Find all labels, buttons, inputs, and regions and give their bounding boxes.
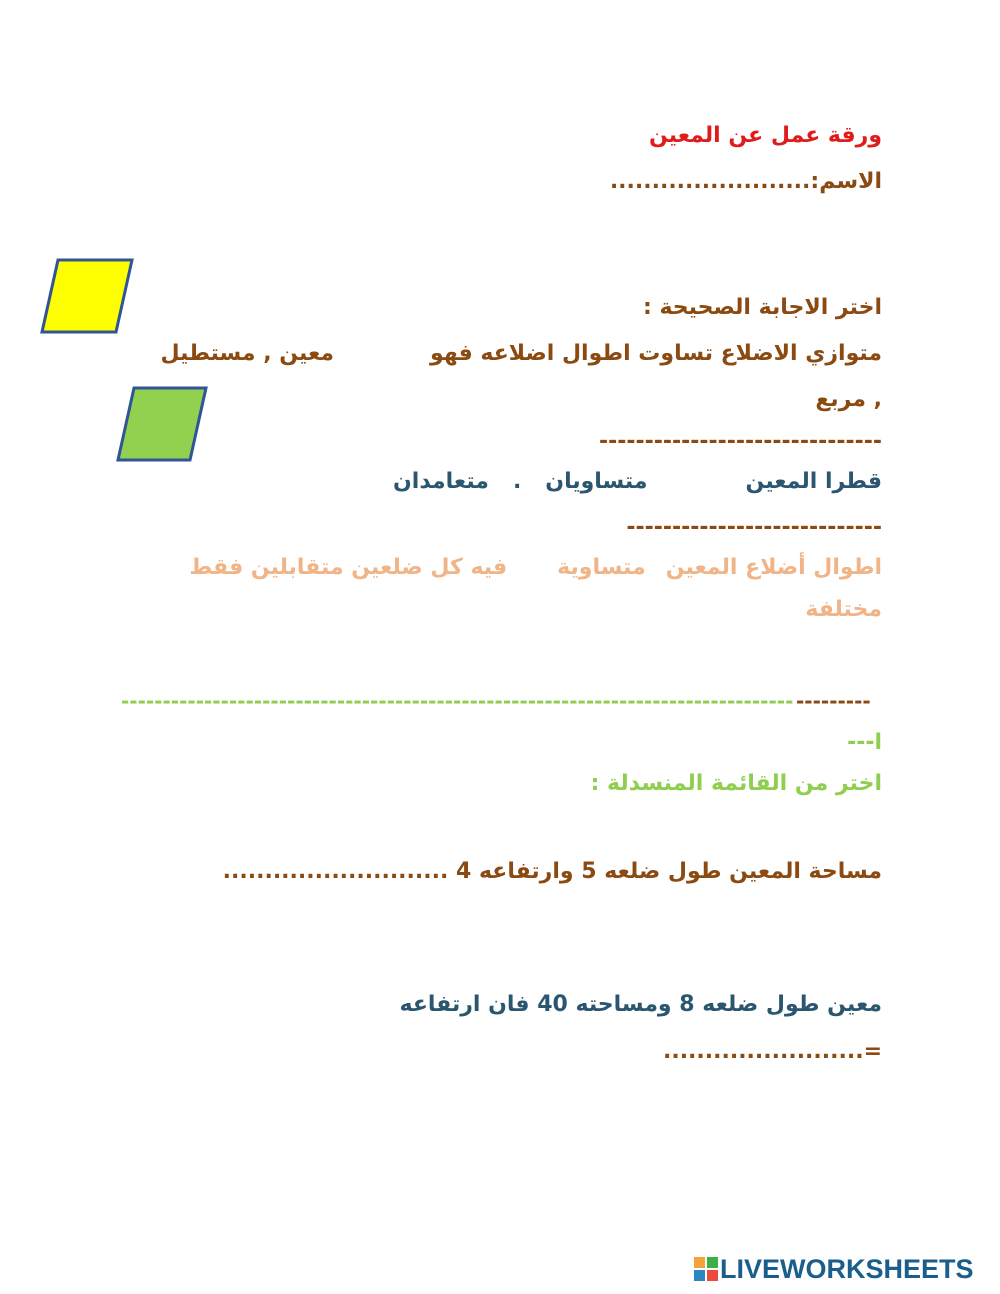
liveworksheets-logo-icon (694, 1257, 718, 1281)
question-1-continuation[interactable]: , مربع (815, 387, 882, 412)
worksheet-title: ورقة عمل عن المعين (648, 123, 882, 148)
question-1 (161, 339, 882, 369)
instruction-choose-correct: اختر الاجابة الصحيحة : (643, 295, 882, 320)
separator-2: ---------------------------- (626, 515, 882, 540)
question-2-dot: . (512, 469, 522, 494)
question-3-text: اطوال أضلاع المعين (665, 555, 882, 580)
separator-1: ------------------------------- (598, 429, 882, 454)
question-1-text: متوازي الاضلاع تساوت اطوال اضلاعه فهو (430, 341, 882, 366)
question-3-option-equal[interactable]: متساوية (557, 555, 646, 580)
question-2 (393, 467, 882, 497)
separator-3-brown: --------- (796, 689, 871, 713)
liveworksheets-logo[interactable] (694, 1252, 974, 1286)
question-3 (189, 553, 882, 583)
yellow-rhombus-icon (38, 256, 136, 336)
question-2-option-perpendicular[interactable]: متعامدان (393, 469, 489, 494)
question-5-answer[interactable]: =........................ (662, 1039, 882, 1064)
question-3-option-opposite[interactable]: فيه كل ضلعين متقابلين فقط (189, 555, 508, 580)
question-2-text: قطرا المعين (745, 469, 882, 494)
question-3-continuation[interactable]: مختلفة (805, 597, 882, 622)
question-2-option-equal[interactable]: متساويان (545, 469, 648, 494)
logo-text: LIVEWORKSHEETS (720, 1254, 974, 1284)
name-line: الاسم:........................ (609, 169, 882, 194)
question-5: معين طول ضلعه 8 ومساحته 40 فان ارتفاعه (399, 992, 882, 1017)
instruction-dropdown: اختر من القائمة المنسدلة : (590, 771, 882, 796)
green-rhombus-icon (114, 384, 210, 464)
separator-3-green: --------------------------------------------------------------------------------- (121, 689, 794, 713)
question-4[interactable]: مساحة المعين طول ضلعه 5 وارتفاعه 4 ........................... (222, 859, 882, 884)
separator-3-end: ا--- (847, 730, 882, 755)
question-1-options[interactable]: معين , مستطيل (160, 341, 335, 366)
